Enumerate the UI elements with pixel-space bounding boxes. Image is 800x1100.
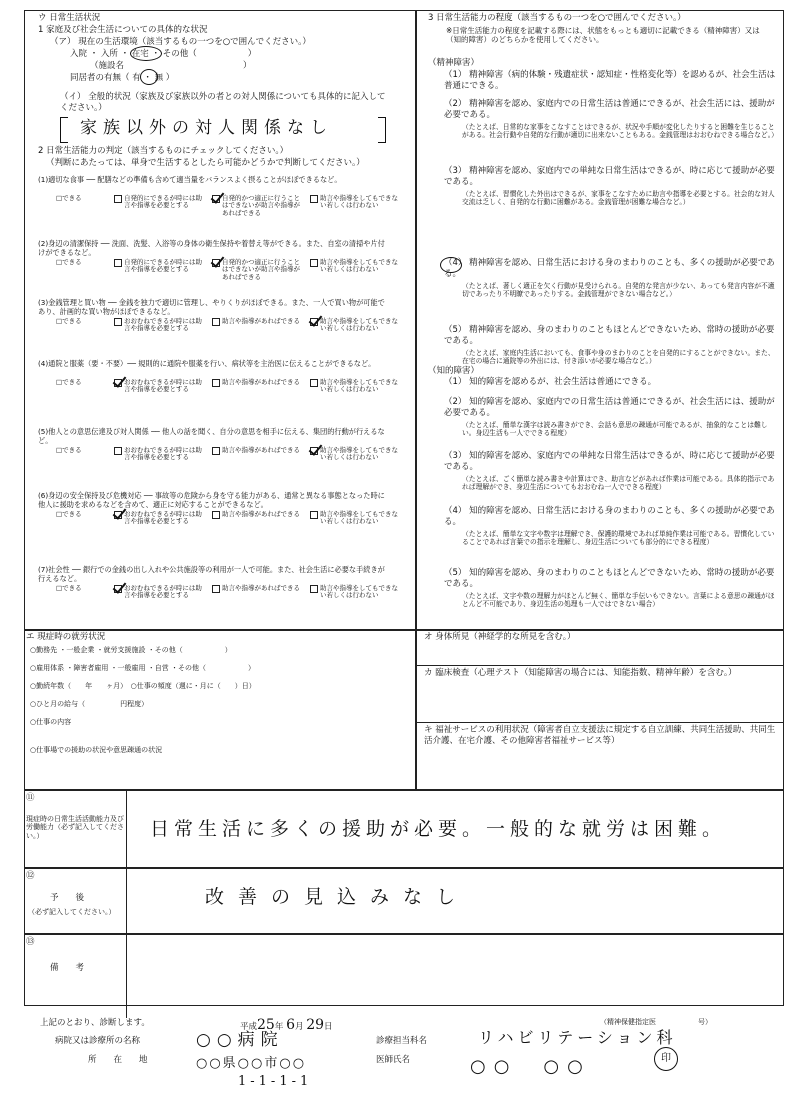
checkbox[interactable] xyxy=(114,318,122,326)
option-label: □できる xyxy=(56,258,82,266)
employment-line: ○勤続年数（ 年 ヶ月） ○仕事の頻度（週に・月に（ ）日） xyxy=(30,682,256,690)
row-13-label: 備 考 xyxy=(50,963,85,973)
level-item: （2） 精神障害を認め、家庭内での日常生活は普通にできるが、社会生活には、援助が必要である。 xyxy=(444,99,775,121)
address-line2: 1-1-1-1 xyxy=(238,1074,313,1089)
option[interactable] xyxy=(212,379,310,394)
option-label: 助言や指導をしてもできない若しくは行わない xyxy=(320,317,398,333)
s1i-title: （イ） 全般的状況（家族及び家族以外の者との対人関係についても具体的に記入してください。） xyxy=(60,92,386,114)
option-label: 助言や指導をしてもできない若しくは行わない xyxy=(320,446,398,462)
option[interactable] xyxy=(56,585,114,600)
section-title: ウ 日常生活状況 xyxy=(38,13,101,23)
row-11-label: 現症時の日常生活活動能力及び労働能力（必ず記入してください。） xyxy=(26,815,124,840)
bracket-right xyxy=(378,117,386,143)
dept-label: 診療担当科名 xyxy=(376,1036,428,1046)
physical-findings-title: オ 身体所見（神経学的な所見を含む。） xyxy=(424,632,576,642)
option-label: □できる xyxy=(56,446,82,454)
checkbox[interactable] xyxy=(310,195,318,203)
divider xyxy=(416,722,784,723)
option-label: おおむねできるが時には助言や指導を必要とする xyxy=(124,378,202,394)
option[interactable] xyxy=(114,318,212,333)
option[interactable] xyxy=(114,259,212,281)
option[interactable] xyxy=(114,379,212,394)
item-title: (2)身辺の清潔保持 ── 洗面、洗髪、入浴等の身体の衛生保持や着替え等ができる。また、自室の清掃や片付けができるなど。 xyxy=(38,239,385,257)
item-options xyxy=(56,379,408,394)
row-13 xyxy=(24,934,784,1006)
option-label: 助言や指導をしてもできない若しくは行わない xyxy=(320,510,398,526)
option-label: 助言や指導をしてもできない若しくは行わない xyxy=(320,584,398,600)
option[interactable] xyxy=(310,318,408,333)
s2-note: （判断にあたっては、単身で生活するとしたら可能かどうかで判断してください。） xyxy=(46,158,365,168)
statement: 上記のとおり、診断します。 xyxy=(40,1018,150,1028)
option-label: おおむねできるが時には助言や指導を必要とする xyxy=(124,317,202,333)
item-title: (3)金銭管理と買い物 ── 金銭を独力で適切に管理し、やりくりがほぼできる。また、一人で買い物が可能であり、計画的な買い物がほぼできるなど。 xyxy=(38,298,385,316)
row-12-number: ⑫ xyxy=(26,871,35,881)
option[interactable] xyxy=(56,511,114,526)
level-note: （たとえば、日常的な家事をこなすことはできるが、状況や手順が変化したりすると困難を生じることがある。社会行動や自発的な行動が適切に出来ないこともある。金銭管理はおおむねできる場合など。） xyxy=(462,123,778,140)
option-label: 自発的かつ適正に行うことはできないが助言や指導があればできる xyxy=(222,194,300,217)
option[interactable] xyxy=(310,195,408,217)
option[interactable] xyxy=(56,318,114,333)
welfare-services-title: キ 福祉サービスの利用状況（障害者自立支援法に規定する自立訓練、共同生活援助、共同生活介護、在宅介護、その他障害者福祉サービス等） xyxy=(424,725,776,747)
checkbox[interactable] xyxy=(114,585,122,593)
row-12-handwriting: 改善の見込みなし xyxy=(205,886,470,908)
employment-line: ○勤務先 ・一般企業 ・就労支援施設 ・その他（ ） xyxy=(30,646,232,654)
s3-note: ※日常生活能力の程度を記載する際には、状態をもっとも適切に記載できる（精神障害）又は（知的障害）のどちらかを使用してください。 xyxy=(446,26,760,44)
item-title: (5)他人との意思伝達及び対人関係 ── 他人の話を聞く、自分の意思を相手に伝える、集団的行動が行えるなど。 xyxy=(38,427,385,445)
level-item: （1） 知的障害を認めるが、社会生活は普通にできる。 xyxy=(444,377,657,387)
option-label: 助言や指導をしてもできない若しくは行わない xyxy=(320,258,398,274)
employment-line: ○仕事の内容 xyxy=(30,718,72,726)
date-day: 29 xyxy=(306,1017,325,1033)
item-options xyxy=(56,585,408,600)
option-label: おおむねできるが時には助言や指導を必要とする xyxy=(124,446,202,462)
date-era: 平成 xyxy=(240,1022,258,1032)
level-item: （4） 精神障害を認め、日常生活における身のまわりのことも、多くの援助が必要である。 xyxy=(444,258,775,280)
clinical-tests-title: カ 臨床検査（心理テスト（知能障害の場合には、知能指数、精神年齢）を含む。） xyxy=(424,668,737,678)
checkbox[interactable] xyxy=(310,447,318,455)
date-day-unit: 日 xyxy=(324,1022,333,1032)
address-line1: ○○県○○市○○ xyxy=(196,1056,307,1071)
level-item: （5） 知的障害を認め、身のまわりのこともほとんどできないため、常時の援助が必要である。 xyxy=(444,568,775,590)
option[interactable] xyxy=(114,585,212,600)
checkbox[interactable] xyxy=(114,259,122,267)
option-label: 助言や指導をしてもできない若しくは行わない xyxy=(320,194,398,210)
level-item: （2） 知的障害を認め、家庭内での日常生活は普通にできるが、社会生活には、援助が必要である。 xyxy=(444,397,775,419)
level-note: （たとえば、著しく適正を欠く行動が見受けられる。自発的な発言が少ない、あっても発言内容が不適切であったり不明瞭であったりする。金銭管理ができない場合など。） xyxy=(462,282,775,299)
item-title: (4)通院と服薬（要・不要）── 規則的に通院や服薬を行い、病状等を主治医に伝えることができるなど。 xyxy=(38,359,376,368)
option[interactable] xyxy=(212,259,310,281)
level-item: （4） 知的障害を認め、日常生活における身のまわりのことも、多くの援助が必要である。 xyxy=(444,506,775,528)
level-note: （たとえば、家庭内生活においても、食事や身のまわりのことを自発的にすることができない。また、在宅の場合に通院等の外出には、付き添いが必要な場合など。） xyxy=(462,349,775,366)
item-title: (6)身辺の安全保持及び危機対応 ── 事故等の危険から身を守る能力がある、通常と異なる事態となった時に他人に援助を求めるなどを含めて、適正に対応することができるなど。 xyxy=(38,491,385,509)
env-line: 入院 ・ 入所 ・ 在宅 ・ その他（ ） xyxy=(70,49,257,59)
option-label: □できる xyxy=(56,194,82,202)
circle-mark xyxy=(140,69,158,85)
level-note: （たとえば、文字や数の理解力がほとんど無く、簡単な手伝いもできない。言葉による意思の疎通がほとんど不可能であり、身辺生活の処理も一人ではできない場合） xyxy=(462,592,775,609)
checkbox[interactable] xyxy=(310,318,318,326)
option-label: 助言や指導があればできる xyxy=(222,584,300,592)
item-options xyxy=(56,318,408,333)
s2-title: 2 日常生活能力の判定（該当するものにチェックしてください。） xyxy=(38,146,289,156)
checkbox[interactable] xyxy=(310,511,318,519)
level-note: （たとえば、習慣化した外出はできるが、家事をこなすために助言や指導を必要とする。社会的な対人交流は乏しく、自発的な行動に困難がある。金銭管理が困難な場合など。） xyxy=(462,190,775,207)
option[interactable] xyxy=(212,511,310,526)
employment-line: ○仕事場での援助の状況や意思疎通の状況 xyxy=(30,746,163,754)
option-label: □できる xyxy=(56,317,82,325)
row-13-number: ⑬ xyxy=(26,937,35,947)
checkbox[interactable] xyxy=(212,511,220,519)
item-options xyxy=(56,447,408,462)
hospital-label: 病院又は診療所の名称 xyxy=(55,1036,141,1046)
option[interactable] xyxy=(56,195,114,217)
s3-title: 3 日常生活能力の程度（該当するもの一つを○で囲んでください。） xyxy=(428,13,686,23)
circle-mark xyxy=(440,257,462,273)
option[interactable] xyxy=(56,379,114,394)
s1-title: 1 家庭及び社会生活についての具体的な状況 xyxy=(38,25,208,35)
option-label: □できる xyxy=(56,378,82,386)
item-title: (7)社会性 ── 銀行での金銭の出し入れや公共施設等の利用が一人で可能。また、社会生活に必要な手続きが行えるなど。 xyxy=(38,565,385,583)
checkbox[interactable] xyxy=(310,259,318,267)
employment-line: ○雇用体系 ・障害者雇用 ・一般雇用 ・自営 ・その他（ ） xyxy=(30,664,256,672)
findings-box xyxy=(416,630,784,790)
doctor-name: ○○ ○○ xyxy=(470,1056,591,1077)
mental-header: （精神障害） xyxy=(428,58,480,68)
option[interactable] xyxy=(114,447,212,462)
date-month: 6 xyxy=(286,1017,295,1033)
checkbox[interactable] xyxy=(212,379,220,387)
checkbox[interactable] xyxy=(310,585,318,593)
option[interactable] xyxy=(310,511,408,526)
option[interactable] xyxy=(212,585,310,600)
option-label: □できる xyxy=(56,584,82,592)
level-item: （3） 精神障害を認め、家庭内での単純な日常生活はできるが、時に応じて援助が必要である。 xyxy=(444,166,775,188)
level-note: （たとえば、簡単な漢字は読み書きができ、会話も意思の疎通が可能であるが、抽象的なことは難しい。身辺生活も一人でできる程度） xyxy=(462,421,768,438)
date-year-unit: 年 xyxy=(274,1022,284,1032)
option-label: 助言や指導があればできる xyxy=(222,510,300,518)
divider xyxy=(416,665,784,666)
date-year: 25 xyxy=(257,1017,275,1033)
option[interactable] xyxy=(212,195,310,217)
dept-name: リハビリテーション科 xyxy=(478,1028,677,1047)
item-options xyxy=(56,259,408,281)
checkbox[interactable] xyxy=(310,379,318,387)
level-item: （3） 知的障害を認め、家庭内での単純な日常生活はできるが、時に応じて援助が必要である。 xyxy=(444,451,775,473)
row-11-handwriting: 日常生活に多くの援助が必要。一般的な就労は困難。 xyxy=(150,818,727,840)
option[interactable] xyxy=(56,447,114,462)
checkbox[interactable] xyxy=(212,195,220,203)
seal xyxy=(654,1047,678,1071)
s1i-handwriting: 家族以外の対人関係なし xyxy=(80,118,333,138)
cohab-line: 同居者の有無（ 有 ・ 無 ） xyxy=(70,73,175,83)
option-label: 自発的にできるが時には助言や指導を必要とする xyxy=(124,194,202,210)
option-label: 助言や指導をしてもできない若しくは行わない xyxy=(320,378,398,394)
option[interactable] xyxy=(114,195,212,217)
checkbox[interactable] xyxy=(212,447,220,455)
circle-mark xyxy=(130,46,162,61)
checkbox[interactable] xyxy=(212,259,220,267)
item-options xyxy=(56,195,408,217)
option[interactable] xyxy=(310,259,408,281)
level-item: （5） 精神障害を認め、身のまわりのこともほとんどできないため、常時の援助が必要である。 xyxy=(444,325,775,347)
date-month-unit: 月 xyxy=(294,1022,304,1032)
bracket-left xyxy=(60,117,68,143)
option[interactable] xyxy=(56,259,114,281)
row-12-note: （必ず記入してください。） xyxy=(28,908,116,916)
level-note: （たとえば、ごく簡単な読み書きや計算はでき、助言などがあれば作業は可能である。具体的指示であれば理解ができ、身辺生活についてもおおむね一人でできる程度） xyxy=(462,475,775,492)
employment-line: ○ひと月の給与（ 円程度） xyxy=(30,700,149,708)
checkbox[interactable] xyxy=(212,585,220,593)
intel-header: （知的障害） xyxy=(428,366,480,376)
checkbox[interactable] xyxy=(114,511,122,519)
level-note: （たとえば、簡単な文字や数字は理解でき、保護的環境であれば単純作業は可能である。習慣化していることであれば言葉での指示を理解し、身辺生活についても部分的にできる程度） xyxy=(462,530,775,547)
option[interactable] xyxy=(310,379,408,394)
item-options xyxy=(56,511,408,526)
designated-doctor: （精神保健指定医 号） xyxy=(600,1018,712,1026)
doctor-label: 医師氏名 xyxy=(376,1055,411,1065)
option[interactable] xyxy=(212,447,310,462)
option-label: □できる xyxy=(56,510,82,518)
seal-text: 印 xyxy=(661,1053,671,1064)
level-item: （1） 精神障害（病的体験・残遺症状・認知症・性格変化等）を認めるが、社会生活は普通にできる。 xyxy=(444,70,776,92)
option-label: 自発的かつ適正に行うことはできないが助言や指導があればできる xyxy=(222,258,300,281)
option-label: 助言や指導があればできる xyxy=(222,446,300,454)
row-12-label: 予 後 xyxy=(50,893,85,903)
checkbox[interactable] xyxy=(114,379,122,387)
option[interactable] xyxy=(212,318,310,333)
option[interactable] xyxy=(310,447,408,462)
checkbox[interactable] xyxy=(114,447,122,455)
checkbox[interactable] xyxy=(212,318,220,326)
option[interactable] xyxy=(310,585,408,600)
option[interactable] xyxy=(114,511,212,526)
facility-line: （施設名 ） xyxy=(90,61,252,71)
row-11-number: ⑪ xyxy=(26,793,35,803)
option-label: 助言や指導があればできる xyxy=(222,378,300,386)
checkbox[interactable] xyxy=(114,195,122,203)
option-label: おおむねできるが時には助言や指導を必要とする xyxy=(124,510,202,526)
s1a-title: （ア） 現在の生活環境（該当するもの一つを○で囲んでください。） xyxy=(50,37,311,47)
address-label: 所 在 地 xyxy=(88,1055,148,1065)
item-title: (1)適切な食事 ── 配膳などの準備も含めて適当量をバランスよく摂ることがほぼできるなど。 xyxy=(38,175,342,184)
hospital-name: ○○病院 xyxy=(196,1030,284,1050)
option-label: 助言や指導があればできる xyxy=(222,317,300,325)
employment-title: エ 現症時の就労状況 xyxy=(26,632,106,642)
option-label: おおむねできるが時には助言や指導を必要とする xyxy=(124,584,202,600)
option-label: 自発的にできるが時には助言や指導を必要とする xyxy=(124,258,202,274)
